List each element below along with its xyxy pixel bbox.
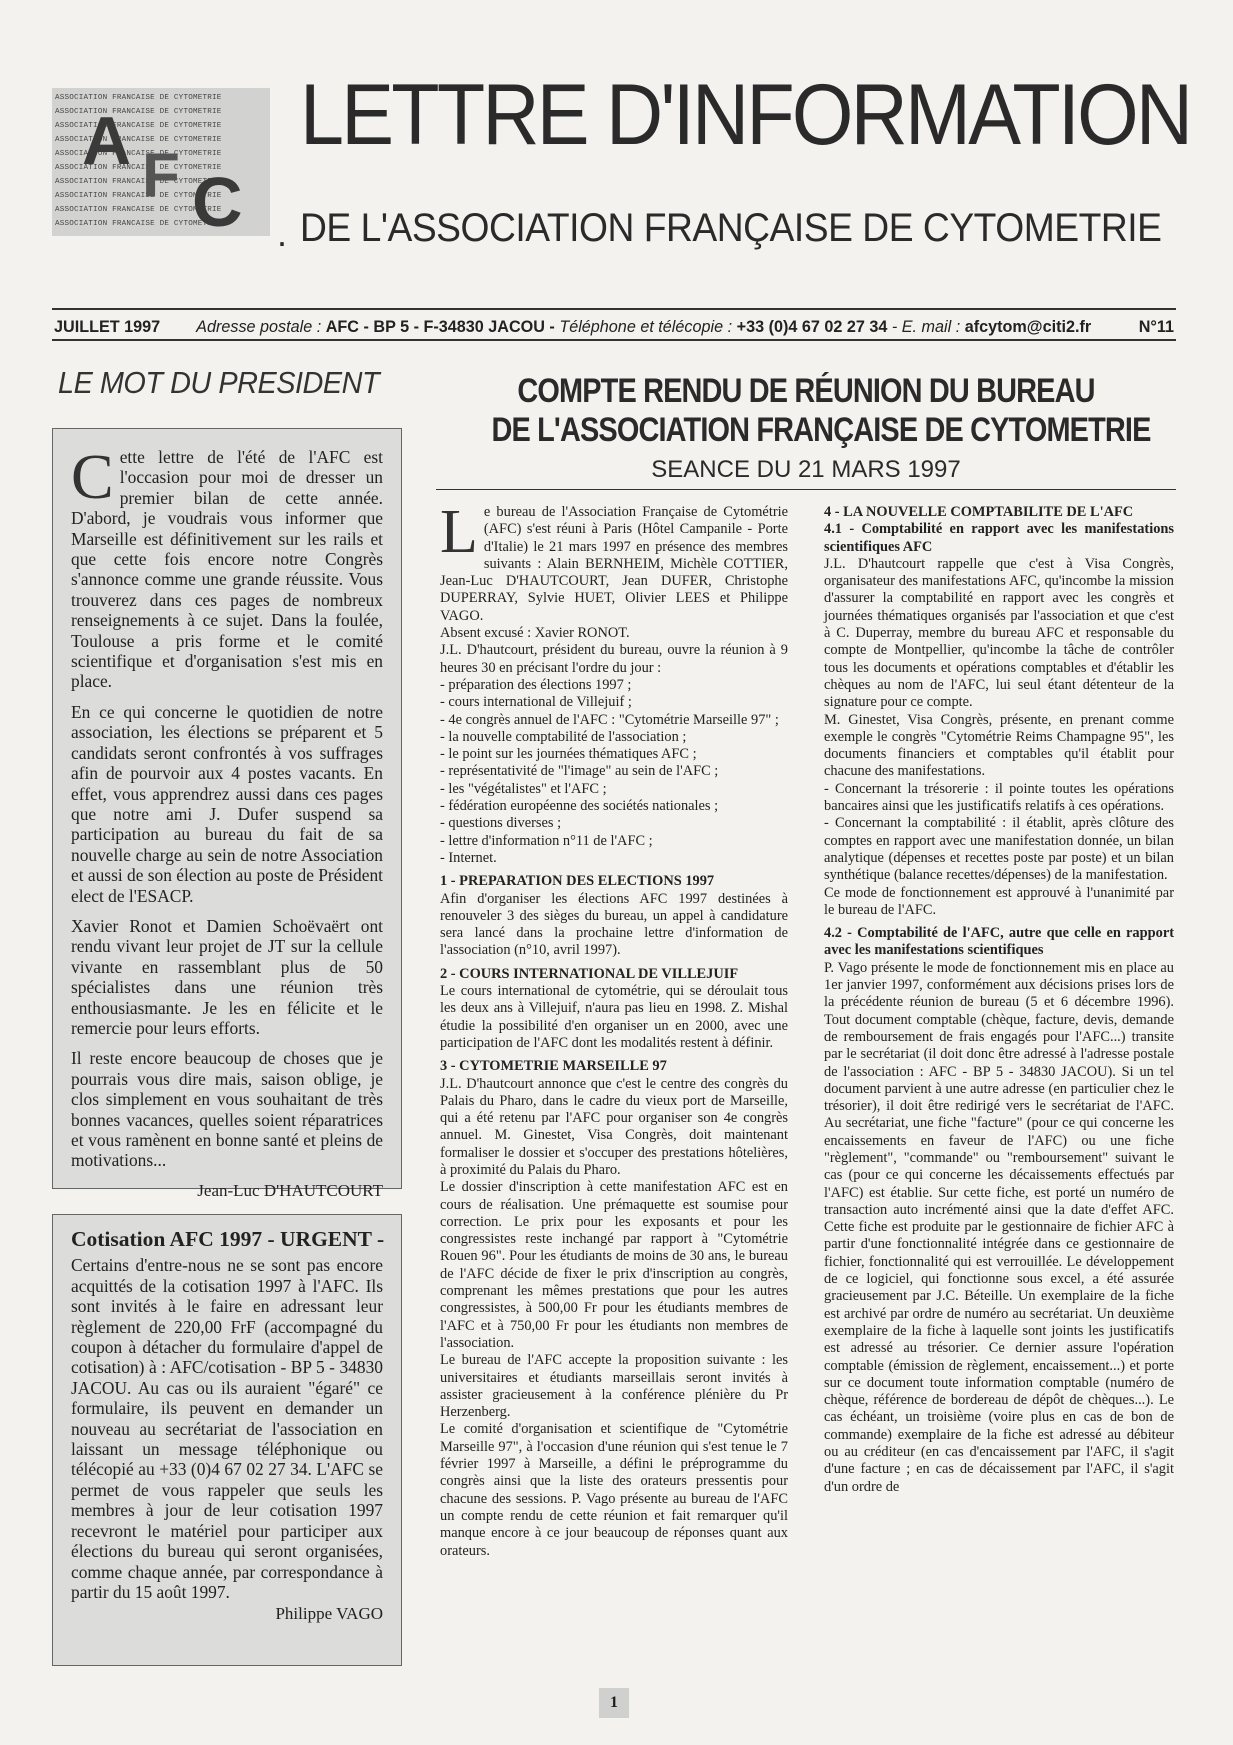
page-number: 1	[599, 1688, 629, 1718]
section-4-2-title: 4.2 - Comptabilité de l'AFC, autre que celle en rapport avec les manifestations scientifiques	[824, 925, 1174, 959]
agenda-item: - questions diverses ;	[440, 815, 562, 832]
cotisation-content	[71, 1229, 383, 1625]
title-dot: .	[277, 213, 288, 254]
cotisation-box	[52, 1214, 402, 1666]
section-3-paragraph: Le dossier d'inscription à cette manifestation AFC est en cours de réalisation. Une prémaquette est soumise pour correction. Le prix pour les exposants et pour les congressistes reste inchangé par rapport à "Cytométrie Rouen 96". Pour les étudiants de moins de 30 ans, le bureau de l'AFC décide de fixer le prix d'inscription au congrès, comprenant les mêmes prestations que pour les autres congressistes, à 500,00 Fr pour les étudiants membres de l'AFC et à 750,00 Fr pour les étudiants non membres de l'association.	[440, 1179, 788, 1351]
president-signature: Jean-Luc D'HAUTCOURT	[197, 1180, 383, 1200]
email-address: afcytom@citi2.fr	[964, 318, 1092, 336]
agenda-item: - les "végétalistes" et l'AFC ;	[440, 780, 607, 797]
agenda-item: - préparation des élections 1997 ;	[440, 676, 632, 693]
phone-number: +33 (0)4 67 02 27 34	[736, 318, 888, 336]
section-4-2-paragraph: P. Vago présente le mode de fonctionnement mis en place au 1er janvier 1997, conformément aux décisions prises lors de la précédente réunion de bureau (5 et 6 décembre 1996). Tout document comptable (chèque, facture, devis, demande de remboursement de frais engagés pour l'AFC...) transite par le secrétariat (il doit donc être adressé à l'adresse postale de l'association : AFC - BP 5 - 34830 JACOU). Si un tel document parvient à une autre adresse (en particulier chez le trésorier), il doit être redirigé vers le secrétariat de l'AFC. Au secrétariat, une fiche "facture" (pour ce qui concerne les encaissements en faveur de l'AFC) ou une fiche "règlement", "commande" ou "remboursement" suivant le cas (pour ce qui concerne les décaissements effectués par l'AFC) est établie. Sur cette fiche, est porté un numéro de transaction auto incrémenté ainsi que la date d'effet AFC. Cette fiche est produite par le gestionnaire de fichier AFC à partir d'une fonctionnalité intégrée dans ce gestionnaire de fichier, fonctionnalité qui est verrouillée. Le développement de ce logiciel, qui fonctionne sous excel, a été assurée gracieusement par J.C. Béteille. Un exemplaire de la fiche est archivé par ordre de numéro au secrétariat. Un deuxième exemplaire de la fiche à laquelle sont joints les justificatifs est adressé au trésorier. Ce dernier assure l'opération comptable (émission de règlement, encaissement...) et porte sur ce document toute information comptable (numéro de chèque, référence de bordereau de dépôt de chèques...). Le cas échéant, un troisième (voire plus en cas de bon de commande) exemplaire de la fiche est adressé au débiteur ou au créditeur (en cas d'encaissement par l'AFC, il s'agit d'une facture ; en cas de décaissement par l'AFC, il s'agit d'un ordre de	[824, 959, 1174, 1495]
article-column-1	[440, 498, 788, 1560]
address-label: Adresse postale :	[196, 318, 322, 336]
article-absent: Absent excusé : Xavier RONOT.	[440, 625, 630, 642]
section-3-title: 3 - CYTOMETRIE MARSEILLE 97	[440, 1058, 667, 1075]
section-3-paragraph: Le bureau de l'AFC accepte la proposition suivante : les universitaires et étudiants marseillais seront invités à assister gracieusement à la conférence plénière du Pr Herzenberg.	[440, 1352, 788, 1421]
newsletter-title: LETTRE D'INFORMATION	[300, 67, 1191, 163]
logo-repeated-text: ASSOCIATION FRANCAISE DE CYTOMETRIE ASSOCIATION FRANCAISE DE CYTOMETRIE ASSOCIATION FRANCAISE DE CYTOMETRIE ASSOCIATION FRANCAISE DE CYTOMETRIE ASSOCIATION FRANCAISE DE CYTOMETRIE ASSOCIATION FRANCAISE DE CYTOMETRIE ASSOCIATION FRANCAISE DE CYTOMETRIE ASSOCIATION FRANCAISE DE CYTOMETRIE ASSOCIATION FRANCAISE DE CYTOMETRIE ASSOCIATION FRANCAISE DE CYTOMETRIE	[55, 94, 222, 228]
article-rule	[436, 489, 1176, 490]
president-paragraph: ette lettre de l'été de l'AFC est l'occasion pour moi de dresser un premier bilan de cette année. D'abord, je voudrais vous informer que Marseille est définitivement sur les rails et que cette fois encore notre Congrès s'annonce comme une grande réussite. Vous trouverez dans ces pages de nombreux renseignements à ce sujet. Dans la foulée, Toulouse a pris forme et le comité scientifique et d'organisation s'est mis en place.	[71, 447, 383, 692]
header-rule-top	[52, 308, 1176, 310]
president-paragraph: Xavier Ronot et Damien Schoëvaërt ont rendu vivant leur projet de JT sur la cellule vivante en rassemblant plus de 50 spécialistes dans une réunion très enthousiasmante. Je les en félicite et le remercie pour leurs efforts.	[71, 915, 383, 1038]
agenda-item: - le point sur les journées thématiques AFC ;	[440, 746, 697, 763]
article-headline-line-2: DE L'ASSOCIATION FRANÇAISE DE CYTOMETRIE	[491, 411, 1151, 449]
agenda-item: - la nouvelle comptabilité de l'association ;	[440, 728, 687, 745]
cotisation-title: Cotisation AFC 1997 - URGENT -	[71, 1227, 385, 1251]
section-3-paragraph: J.L. D'hautcourt annonce que c'est le centre des congrès du Palais du Pharo, dans le cadre du vieux port de Marseille, qui a été retenu par l'AFC pour organiser son 4e congrès annuel. M. Ginestet, Visa Congrès, doit maintenant formaliser le dossier et s'occuper des prestations hôtelières, à proximité du Palais du Pharo.	[440, 1075, 788, 1178]
cotisation-signature: Philippe VAGO	[275, 1604, 383, 1624]
section-1-title: 1 - PREPARATION DES ELECTIONS 1997	[440, 873, 715, 890]
section-4-1-title: 4.1 - Comptabilité en rapport avec les manifestations scientifiques AFC	[824, 521, 1174, 555]
article-column-2	[824, 504, 1174, 1496]
section-4-1-paragraph: M. Ginestet, Visa Congrès, présente, en prenant comme exemple le congrès "Cytométrie Reims Champagne 95", les documents financiers et comptables qu'il établit pour chacune des manifestations.	[824, 711, 1174, 780]
section-2-text: Le cours international de cytométrie, qui se déroulait tous les deux ans à Villejuif, n'aura pas lieu en 1998. Z. Mishal étudie la possibilité d'en organiser un en 2000, avec une participation de l'AFC dont les modalités restent à définir.	[440, 983, 788, 1051]
drop-cap: L	[440, 498, 478, 566]
logo-letter-f: F	[142, 141, 180, 210]
section-1-text: Afin d'organiser les élections AFC 1997 destinées à renouveler 3 des sièges du bureau, un appel à candidature sera lancé dans la prochaine lettre d'information de l'association (n°10, avril 1997).	[440, 890, 788, 959]
header-rule-bottom	[52, 339, 1176, 341]
issue-date: JUILLET 1997	[54, 318, 161, 336]
seance-date: SEANCE DU 21 MARS 1997	[651, 456, 961, 483]
president-section-title: LE MOT DU PRESIDENT	[58, 365, 380, 400]
section-4-1-paragraph: Ce mode de fonctionnement est approuvé à l'unanimité par le bureau de l'AFC.	[824, 884, 1174, 918]
cotisation-paragraph: Certains d'entre-nous ne se sont pas encore acquittés de la cotisation 1997 à l'AFC. Ils sont invités à le faire en adressant leur règlement de 220,00 FrF (accompagné du coupon à détacher du formulaire d'appel de cotisation) à : AFC/cotisation - BP 5 - 34830 JACOU. Au cas ou ils auraient "égaré" ce formulaire, ils peuvent en demander un nouveau au secrétariat de l'association en laissant un message téléphonique ou télécopié au +33 (0)4 67 02 27 34. L'AFC se permet de vous rappeler que seuls les membres à jour de leur cotisation 1997 recevront le matériel pour participer aux élections du bureau qui seront organisées, comme chaque année, par correspondance à partir du 15 août 1997.	[71, 1255, 383, 1602]
section-4-1-paragraph: - Concernant la comptabilité : il établit, après clôture des comptes en rapport avec une manifestation donnée, un bilan analytique (dépenses et recettes poste par poste) et un bilan synthétique (balance recettes/dépenses) de la manifestation.	[824, 815, 1174, 884]
drop-cap: C	[71, 441, 114, 512]
article-intro: e bureau de l'Association Française de Cytométrie (AFC) s'est réuni à Paris (Hôtel Campanile - Porte d'Italie) le 21 mars 1997 en présence des membres suivants : Alain BERNHEIM, Michèle COTTIER, Jean-Luc D'HAUTCOURT, Jean DUFER, Christophe DUPERRAY, Sylvie HUET, Olivier LEES et Philippe VAGO.	[440, 504, 788, 624]
agenda-item: - cours international de Villejuif ;	[440, 694, 632, 711]
article-opening: J.L. D'hautcourt, président du bureau, ouvre la réunion à 9 heures 30 en précisant l'ordre du jour :	[440, 642, 788, 676]
postal-address: AFC - BP 5 - F-34830 JACOU -	[325, 318, 555, 336]
section-4-1-paragraph: - Concernant la trésorerie : il pointe toutes les opérations bancaires ainsi que les justificatifs relatifs à ces opérations.	[824, 780, 1174, 815]
newsletter-subtitle: DE L'ASSOCIATION FRANÇAISE DE CYTOMETRIE	[300, 206, 1162, 250]
agenda-item: - représentativité de "l'image" au sein de l'AFC ;	[440, 763, 719, 780]
section-4-title: 4 - LA NOUVELLE COMPTABILITE DE L'AFC	[824, 504, 1134, 520]
agenda-item: - fédération européenne des sociétés nationales ;	[440, 798, 719, 815]
agenda-item: - lettre d'information n°11 de l'AFC ;	[440, 832, 653, 849]
article-headline-line-1: COMPTE RENDU DE RÉUNION DU BUREAU	[517, 372, 1095, 410]
logo-letter-a: A	[82, 103, 132, 179]
logo-letter-c: C	[192, 163, 243, 236]
issue-number: N°11	[1138, 318, 1174, 336]
info-bar	[54, 318, 1174, 337]
president-message-box	[52, 428, 402, 1200]
agenda-item: - 4e congrès annuel de l'AFC : "Cytométrie Marseille 97" ;	[440, 711, 779, 728]
email-label: - E. mail :	[891, 318, 961, 336]
article-headline	[491, 372, 1151, 450]
president-message	[71, 441, 383, 1201]
section-4-1-paragraph: J.L. D'hautcourt rappelle que c'est à Visa Congrès, organisateur des manifestations AFC, qu'incombe la mission d'assurer la comptabilité en rapport avec les congrès et journées thématiques organisés par l'association et que c'est à C. Duperray, membre du bureau AFC et responsable du compte de Montpellier, qu'incombe la tâche de contrôler tous les documents et opérations comptables et d'établir les chèques au nom de l'AFC, lui seul étant détenteur de la signature pour ce compte.	[824, 555, 1174, 711]
afc-logo	[52, 88, 270, 236]
section-2-title: 2 - COURS INTERNATIONAL DE VILLEJUIF	[440, 965, 739, 982]
president-paragraph: Il reste encore beaucoup de choses que je pourrais vous dire mais, saison oblige, je clos simplement en vous souhaitant de très bonnes vacances, quelles soient réparatrices et vous ramènent en bonne santé et pleins de motivations...	[71, 1048, 383, 1171]
agenda-list	[440, 677, 788, 867]
section-3-paragraph: Le comité d'organisation et scientifique de "Cytométrie Marseille 97", à l'occasion d'une réunion qui s'est tenue le 7 février 1997 à Marseille, a défini le préprogramme du congrès ainsi que la liste des orateurs pressentis pour chacune des sessions. P. Vago présente au bureau de l'AFC un compte rendu de cette réunion et fait remarquer qu'il manque encore à ce jour beaucoup de réponses quant aux orateurs.	[440, 1421, 788, 1559]
phone-label: Téléphone et télécopie :	[559, 318, 733, 336]
president-paragraph: En ce qui concerne le quotidien de notre association, les élections se préparent et 5 candidats seront confrontés à vos suffrages afin de pourvoir aux 4 postes vacants. En effet, vous apprendrez aussi dans ces pages que notre ami J. Dufer suspend sa participation au bureau du fait de sa nouvelle charge au sein de notre Association et aussi de son élection au poste de Président elect de l'ESACP.	[71, 701, 383, 906]
agenda-item: - Internet.	[440, 849, 497, 866]
